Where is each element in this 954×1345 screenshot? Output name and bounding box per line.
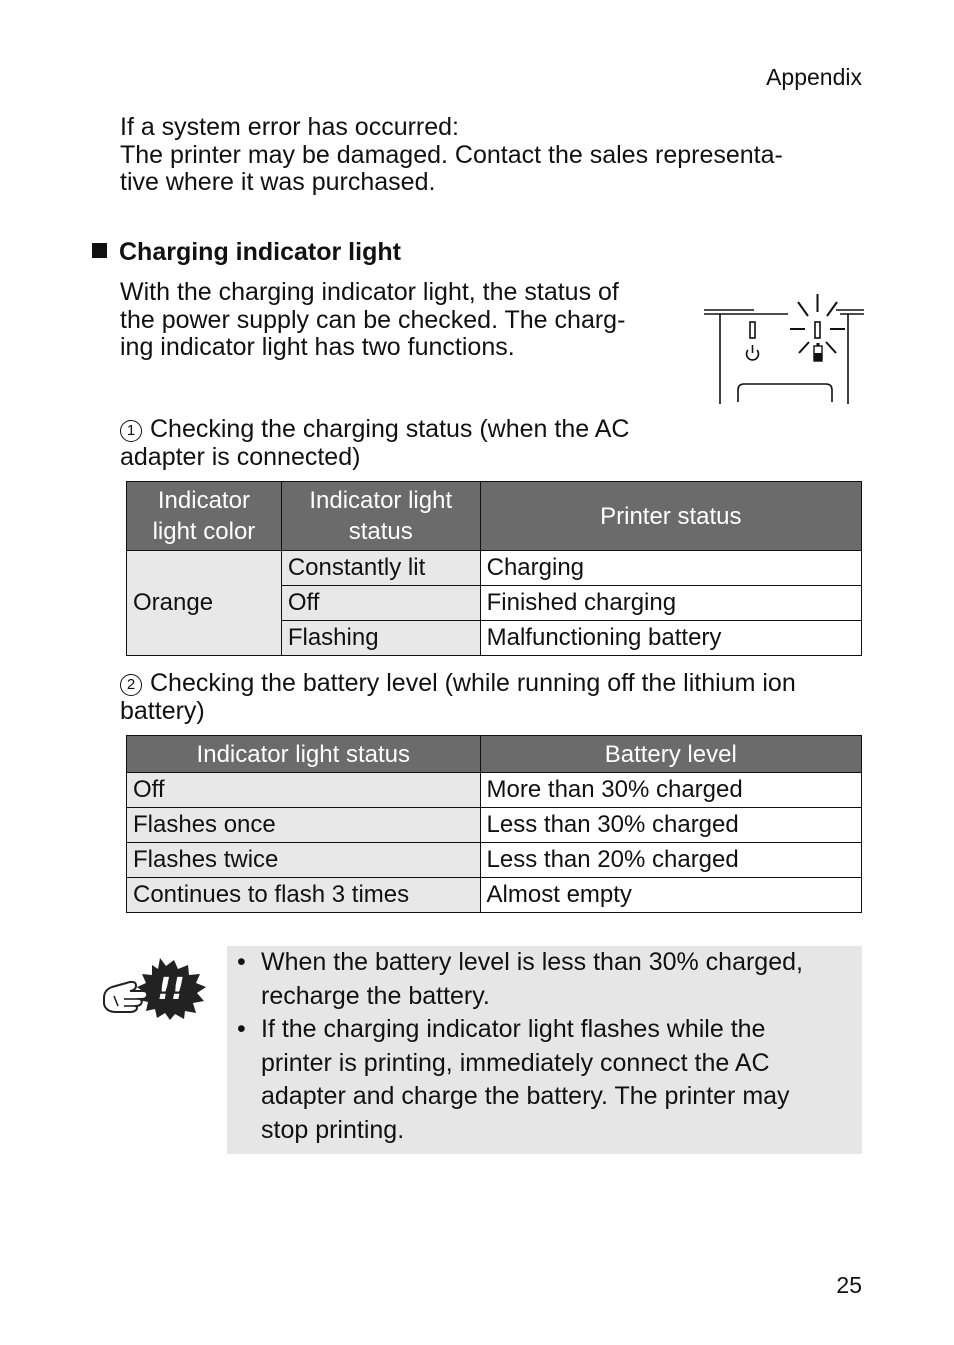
indicator-status-cell: Constantly lit [281, 551, 480, 586]
system-error-paragraph [120, 114, 860, 197]
battery-level-caption [120, 670, 865, 725]
paragraph-line: With the charging indicator light, the status of [120, 278, 619, 306]
list-item [237, 946, 857, 1013]
caption-line [120, 416, 700, 444]
printer-status-cell: Malfunctioning battery [480, 621, 861, 656]
circled-number-badge: 2 [120, 674, 142, 696]
paragraph-line: tive where it was purchased. [120, 168, 436, 196]
paragraph-line: The printer may be damaged. Contact the sales representa- [120, 140, 783, 169]
intro-paragraph [120, 279, 680, 362]
indicator-status-cell: Off [127, 773, 481, 808]
square-bullet-icon [92, 243, 107, 258]
indicator-status-cell: Off [281, 586, 480, 621]
charging-indicator-illustration [704, 290, 864, 406]
column-header: Indicator light color [127, 482, 282, 551]
note-line: adapter and charge the battery. The printer may [261, 1082, 790, 1111]
note-list [237, 946, 857, 1148]
circled-number-badge: 1 [120, 420, 142, 442]
printer-status-cell: Charging [480, 551, 861, 586]
caption-line [120, 670, 865, 698]
battery-icon [814, 343, 822, 361]
battery-level-cell: Less than 20% charged [480, 843, 861, 878]
power-led-icon [750, 322, 755, 338]
battery-level-cell: More than 30% charged [480, 773, 861, 808]
battery-level-cell: Less than 30% charged [480, 808, 861, 843]
caution-hand-icon [100, 956, 210, 1020]
column-header: Battery level [480, 736, 861, 773]
bullet-dot-icon: • [237, 1015, 246, 1044]
section-heading [92, 238, 401, 267]
charging-status-table [126, 481, 862, 656]
caption-text: Checking the battery level (while running off the lithium ion [150, 669, 796, 697]
indicator-status-cell: Continues to flash 3 times [127, 878, 481, 913]
paragraph-line: If a system error has occurred: [120, 113, 460, 141]
column-header: Indicator light status [127, 736, 481, 773]
indicator-status-cell: Flashes once [127, 808, 481, 843]
note-line: stop printing. [261, 1115, 405, 1144]
table-row [127, 808, 862, 843]
note-line: recharge the battery. [261, 981, 490, 1010]
table-row [127, 878, 862, 913]
table-header-row [127, 736, 862, 773]
indicator-status-cell: Flashes twice [127, 843, 481, 878]
indicator-color-cell: Orange [127, 551, 282, 656]
column-header: Indicator light status [281, 482, 480, 551]
paragraph-line: the power supply can be checked. The charg- [120, 305, 626, 334]
page-number: 25 [836, 1272, 862, 1298]
list-item [237, 1013, 857, 1147]
note-line: When the battery level is less than 30% charged, [261, 948, 803, 976]
caption-text: Checking the charging status (when the AC [150, 415, 630, 443]
charging-status-caption [120, 416, 700, 471]
paragraph-line: ing indicator light has two functions. [120, 333, 515, 361]
battery-level-cell: Almost empty [480, 878, 861, 913]
svg-text:!!: !! [157, 972, 185, 1007]
power-icon [747, 345, 759, 360]
note-line: printer is printing, immediately connect the AC [261, 1048, 770, 1077]
caption-line: adapter is connected) [120, 442, 361, 471]
battery-level-table [126, 735, 862, 913]
charge-led-icon [815, 322, 820, 338]
table-row [127, 843, 862, 878]
indicator-status-cell: Flashing [281, 621, 480, 656]
section-heading-text: Charging indicator light [119, 238, 401, 266]
table-row [127, 773, 862, 808]
column-header: Printer status [480, 482, 861, 551]
note-box [227, 946, 862, 1154]
caption-line: battery) [120, 696, 205, 725]
printer-status-cell: Finished charging [480, 586, 861, 621]
note-line: If the charging indicator light flashes while the [261, 1015, 766, 1044]
table-row [127, 551, 862, 586]
table-header-row [127, 482, 862, 551]
running-head: Appendix [766, 64, 862, 90]
bullet-dot-icon: • [237, 948, 246, 976]
